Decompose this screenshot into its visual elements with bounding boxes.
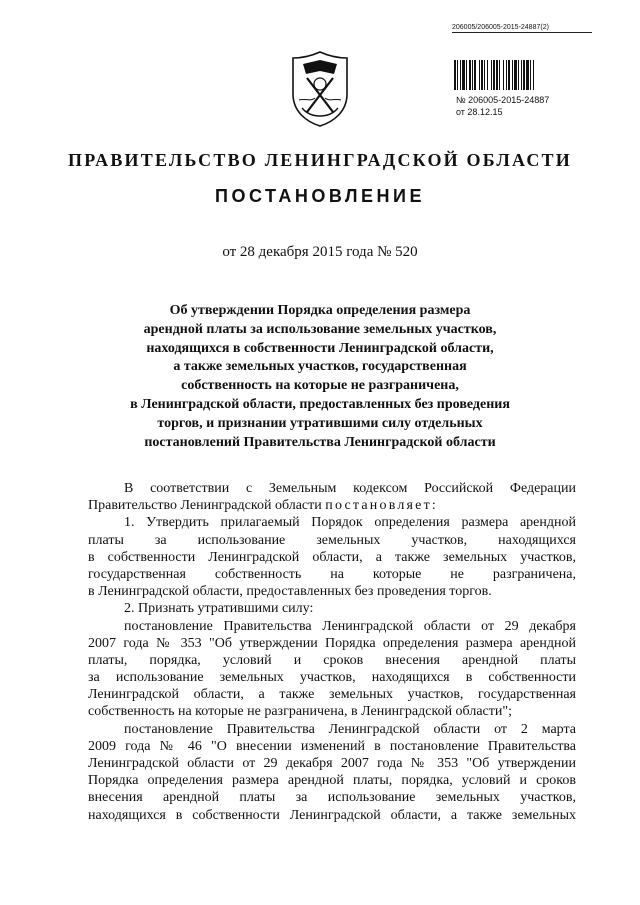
coat-of-arms-icon (289, 50, 351, 128)
decree-1-line: Ленинградской области, а также земельных участков, государственная (88, 687, 576, 703)
document-type: ПОСТАНОВЛЕНИЕ (215, 186, 425, 206)
resolution-word: постановляет: (325, 498, 438, 514)
decree-1-line: постановление Правительства Ленинградской области от 29 декабря (124, 618, 576, 634)
decree-1-line: 2007 года № 353 "Об утверждении Порядка определения размера арендной (88, 635, 576, 651)
barcode-icon (454, 60, 592, 90)
decree-2-line: постановление Правительства Ленинградской области от 2 марта (124, 721, 576, 737)
preamble-line (88, 497, 576, 514)
subject-line: торгов, и признании утратившими силу отдельных (157, 415, 483, 431)
decree-2-line: внесения арендной платы за использование земельных участков, (88, 790, 576, 806)
decree-2-line: Ленинградской области от 29 декабря 2007 года № 353 "Об утверждении (88, 756, 576, 771)
decree-1-line: платы, порядка, условий и сроков внесения арендной платы (88, 652, 576, 668)
decree-2-line: Порядка определения размера арендной платы, порядка, условий и сроков (88, 773, 576, 789)
item-1-line: государственная собственность на которые не разграничена, (88, 566, 576, 582)
government-title: ПРАВИТЕЛЬСТВО ЛЕНИНГРАДСКОЙ ОБЛАСТИ (68, 150, 572, 170)
item-1-line: платы за использование земельных участков, находящихся (88, 532, 576, 548)
decree-1-line: собственность на которые не разграничена, в Ленинградской области"; (88, 704, 512, 720)
subject-line: находящихся в собственности Ленинградской области, (146, 340, 494, 356)
decree-2-line: 2009 года № 46 "О внесении изменений в постановление Правительства (88, 738, 576, 754)
document-body (88, 480, 576, 824)
item-1-line: в собственности Ленинградской области, а также земельных участков, (88, 549, 576, 565)
decree-1-line: за использование земельных участков, находящихся в собственности (88, 670, 576, 686)
decree-2-line: находящихся в собственности Ленинградской области, а также земельных (88, 807, 576, 823)
registration-number: № 206005-2015-24887 (456, 95, 550, 105)
subject-line: в Ленинградской области, предоставленных без проведения (130, 396, 510, 412)
subject-line: постановлений Правительства Ленинградской области (144, 434, 496, 450)
preamble-line: В соответствии с Земельным кодексом Российской Федерации (124, 481, 576, 496)
subject-line: Об утверждении Порядка определения размера (169, 303, 471, 318)
document-subject (120, 302, 520, 452)
document-reference-number: 206005/206005-2015-24887(2) (452, 24, 592, 33)
item-2-heading: 2. Признать утратившими силу: (124, 601, 314, 617)
preamble-prefix: Правительство Ленинградской области (88, 498, 322, 514)
item-1-line: 1. Утвердить прилагаемый Порядок определения размера арендной (124, 515, 576, 531)
subject-line: а также земельных участков, государственная (173, 359, 467, 375)
subject-line: собственность на которые не разграничена, (181, 378, 459, 394)
registration-date: от 28.12.15 (456, 107, 503, 117)
item-1-line: в Ленинградской области, предоставленных без проведения торгов. (88, 584, 492, 600)
document-date-number: от 28 декабря 2015 года № 520 (222, 244, 418, 260)
subject-line: арендной платы за использование земельных участков, (143, 321, 497, 337)
